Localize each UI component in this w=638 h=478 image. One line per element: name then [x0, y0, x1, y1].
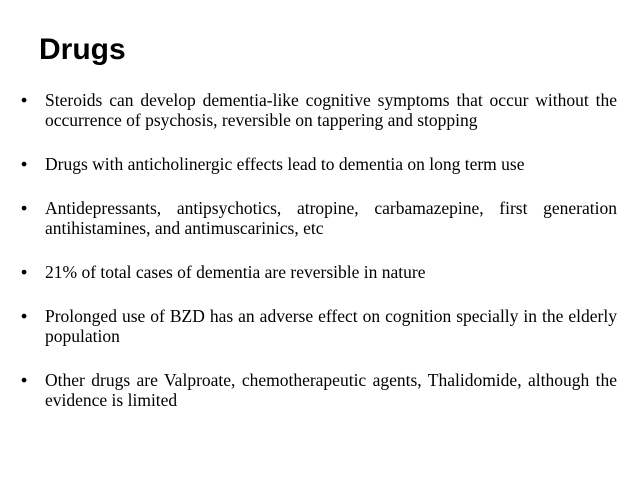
bullet-list: [21, 90, 617, 410]
bullet-text: Other drugs are Valproate, chemotherapeutic agents, Thalidomide, although the evidence is limited: [45, 370, 617, 410]
bullet-text: 21% of total cases of dementia are reversible in nature: [45, 262, 426, 282]
bullet-text: Steroids can develop dementia-like cognitive symptoms that occur without the occurrence of psychosis, reversible on tappering and stopping: [45, 90, 617, 130]
bullet-text: Drugs with anticholinergic effects lead to dementia on long term use: [45, 154, 525, 174]
bullet-item-bzd: [21, 306, 617, 346]
bullet-item-reversible-cases: [21, 262, 617, 282]
bullet-icon: •: [21, 90, 28, 110]
bullet-icon: •: [21, 198, 28, 218]
bullet-item-drug-classes: [21, 198, 617, 238]
bullet-icon: •: [21, 262, 28, 282]
bullet-item-steroids: [21, 90, 617, 130]
bullet-item-anticholinergic: [21, 154, 617, 174]
bullet-icon: •: [21, 154, 28, 174]
bullet-icon: •: [21, 370, 28, 390]
bullet-item-other-drugs: [21, 370, 617, 410]
slide-title: Drugs: [39, 33, 126, 66]
bullet-text: Antidepressants, antipsychotics, atropine, carbamazepine, first generation antihistamines, and antimuscarinics, etc: [45, 198, 617, 238]
bullet-text: Prolonged use of BZD has an adverse effect on cognition specially in the elderly population: [45, 306, 617, 346]
bullet-icon: •: [21, 306, 28, 326]
